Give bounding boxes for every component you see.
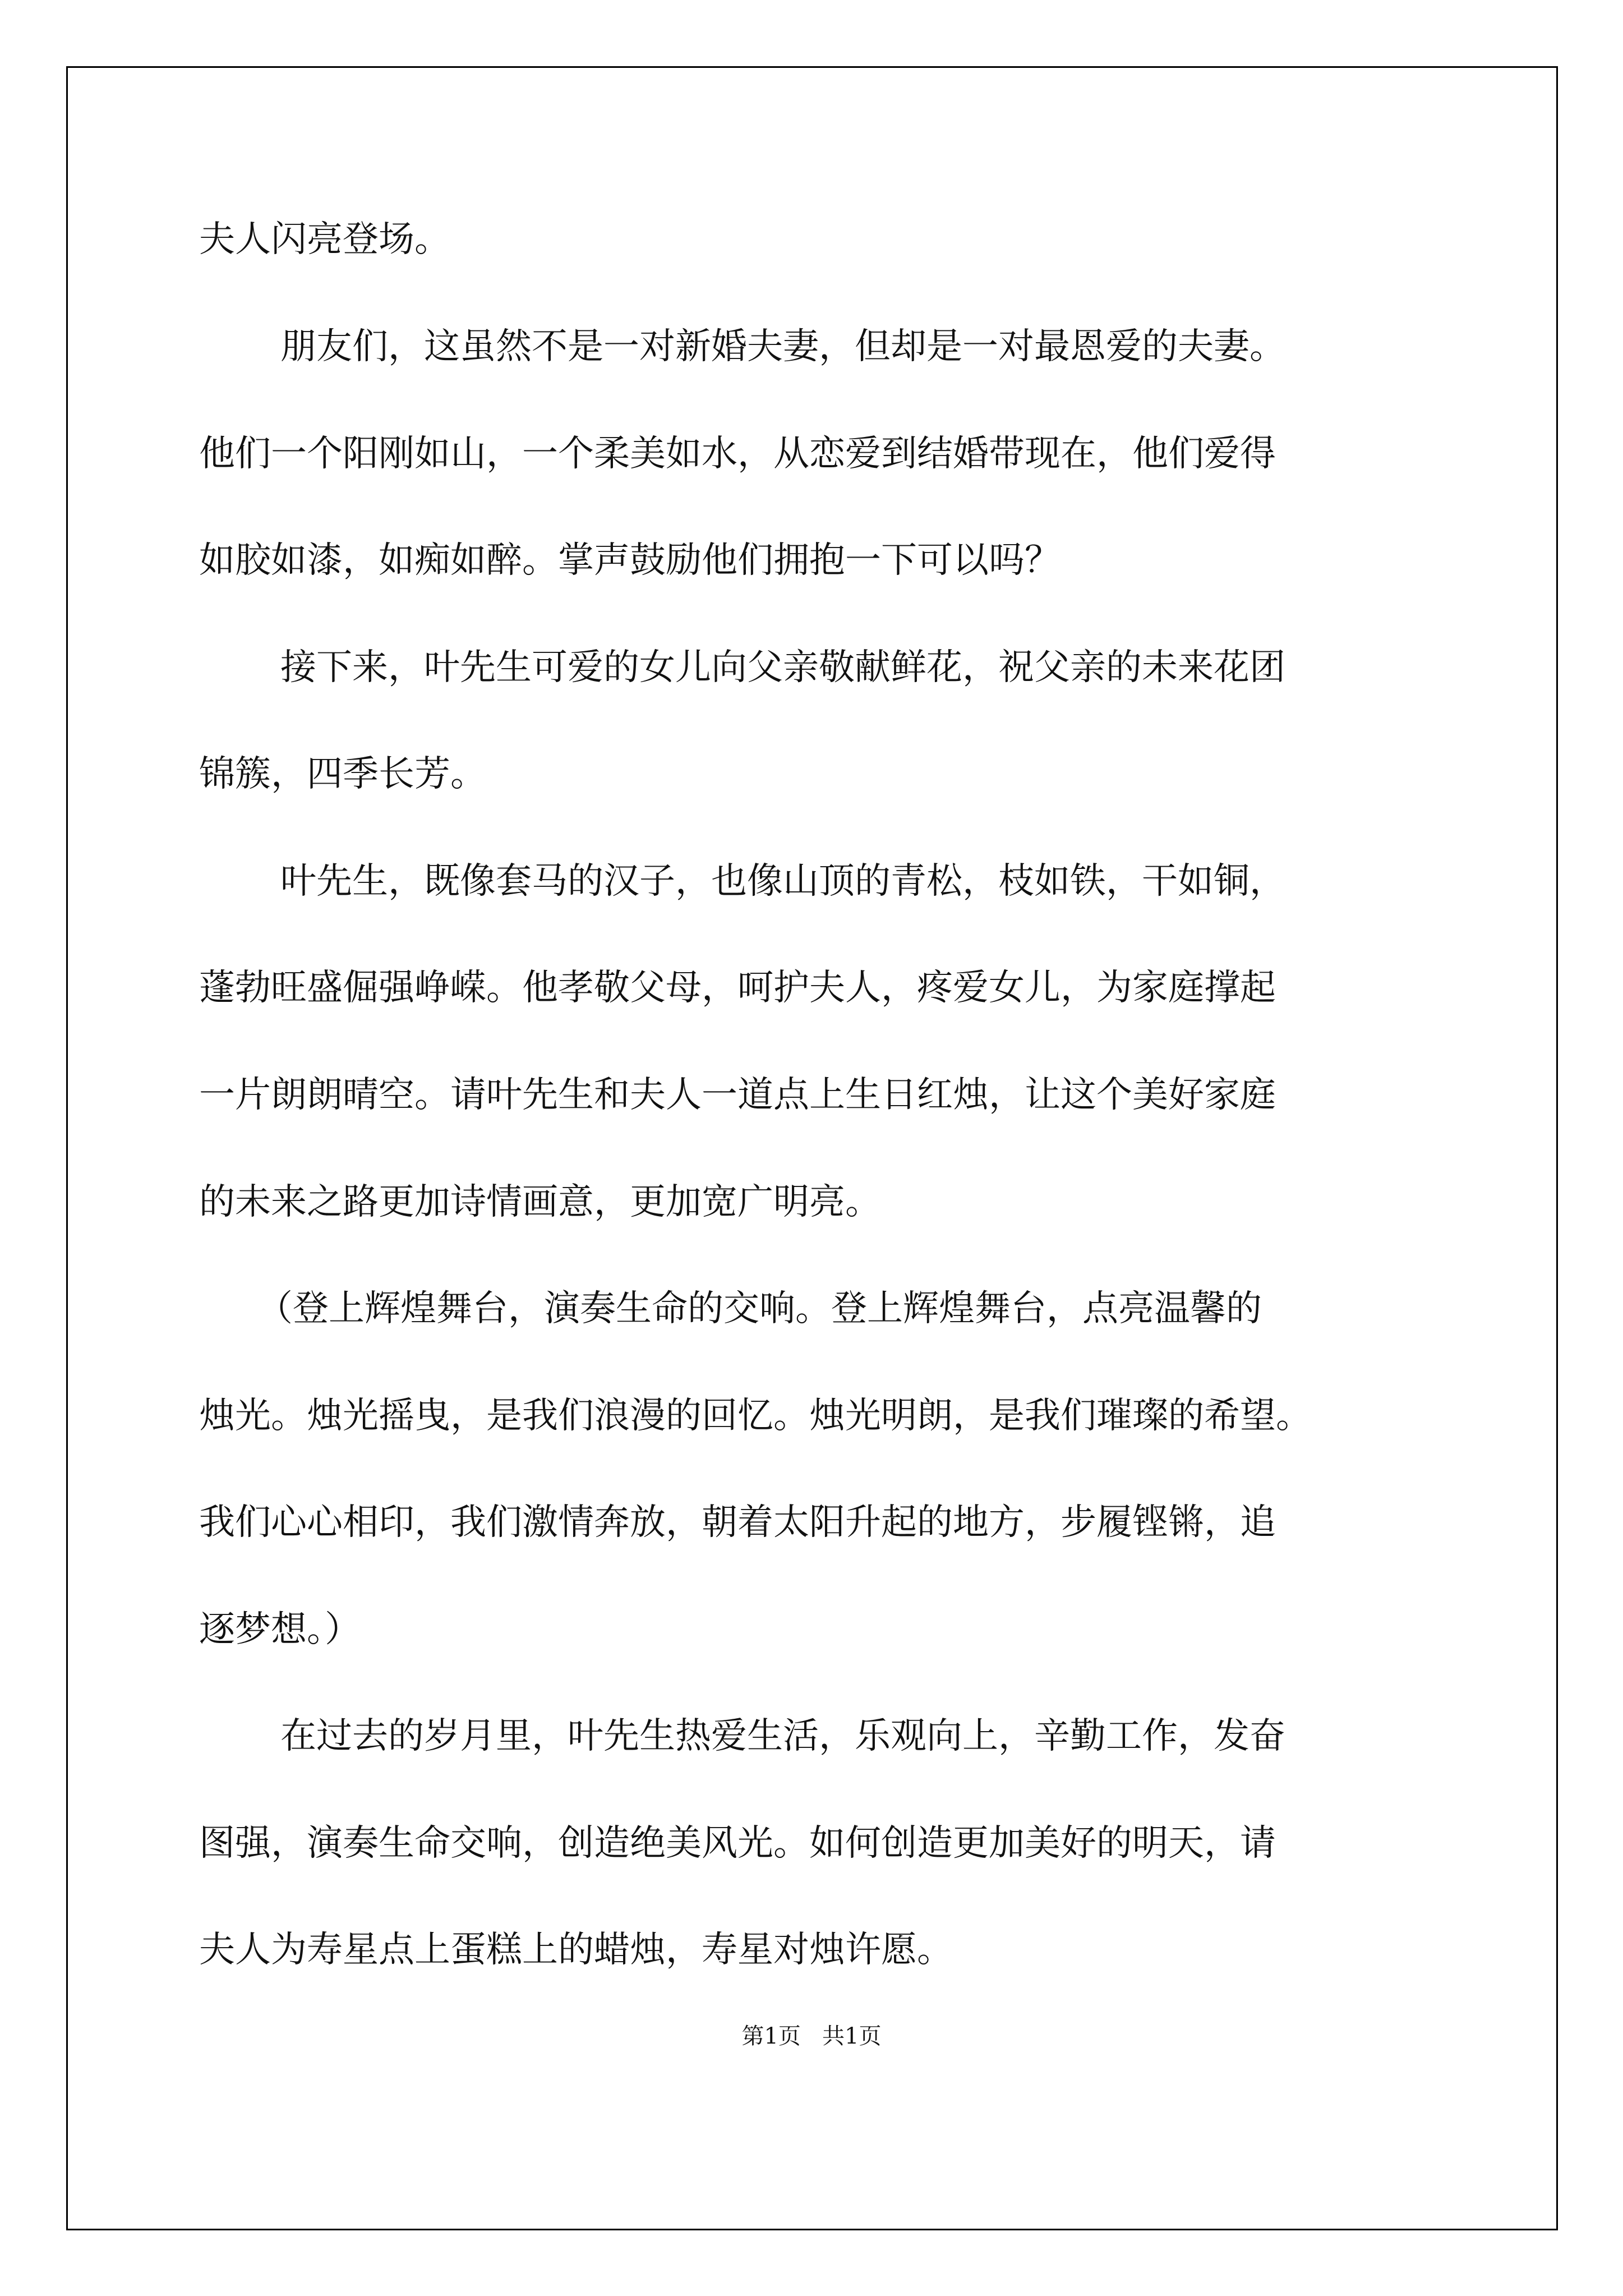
text-line: 他们一个阳刚如山，一个柔美如水，从恋爱到结婚带现在，他们爱得: [199, 433, 1276, 475]
text-line: （登上辉煌舞台，演奏生命的交响。登上辉煌舞台，点亮温馨的: [257, 1288, 1262, 1329]
text-line: 夫人闪亮登场。: [199, 219, 450, 260]
page-border: [66, 66, 1558, 2230]
text-line: 逐梦想。）: [199, 1609, 361, 1650]
text-line: 夫人为寿星点上蛋糕上的蜡烛，寿星对烛许愿。: [199, 1929, 953, 1971]
text-line: 朋友们，这虽然不是一对新婚夫妻，但却是一对最恩爱的夫妻。: [280, 326, 1285, 367]
text-line: 接下来，叶先生可爱的女儿向父亲敬献鲜花，祝父亲的未来花团: [280, 647, 1285, 688]
text-line: 叶先生，既像套马的汉子，也像山顶的青松，枝如铁，干如铜，: [280, 861, 1285, 902]
text-line: 烛光。烛光摇曳，是我们浪漫的回忆。烛光明朗，是我们璀璨的希望。: [199, 1395, 1312, 1437]
text-line: 我们心心相印，我们激情奔放，朝着太阳升起的地方，步履铿锵，追: [199, 1502, 1276, 1543]
text-line: 图强，演奏生命交响，创造绝美风光。如何创造更加美好的明天，请: [199, 1823, 1276, 1864]
text-line: 的未来之路更加诗情画意，更加宽广明亮。: [199, 1181, 881, 1223]
text-line: 在过去的岁月里，叶先生热爱生活，乐观向上，辛勤工作，发奋: [280, 1715, 1285, 1757]
page-footer: 第1页 共1页: [741, 2023, 882, 2049]
text-line: 一片朗朗晴空。请叶先生和夫人一道点上生日红烛，让这个美好家庭: [199, 1074, 1276, 1116]
text-line: 锦簇，四季长芳。: [199, 753, 486, 795]
text-line: 如胶如漆，如痴如醉。掌声鼓励他们拥抱一下可以吗？: [199, 540, 1061, 581]
text-line: 蓬勃旺盛倔强峥嵘。他孝敬父母，呵护夫人，疼爱女儿，为家庭撑起: [199, 967, 1276, 1009]
